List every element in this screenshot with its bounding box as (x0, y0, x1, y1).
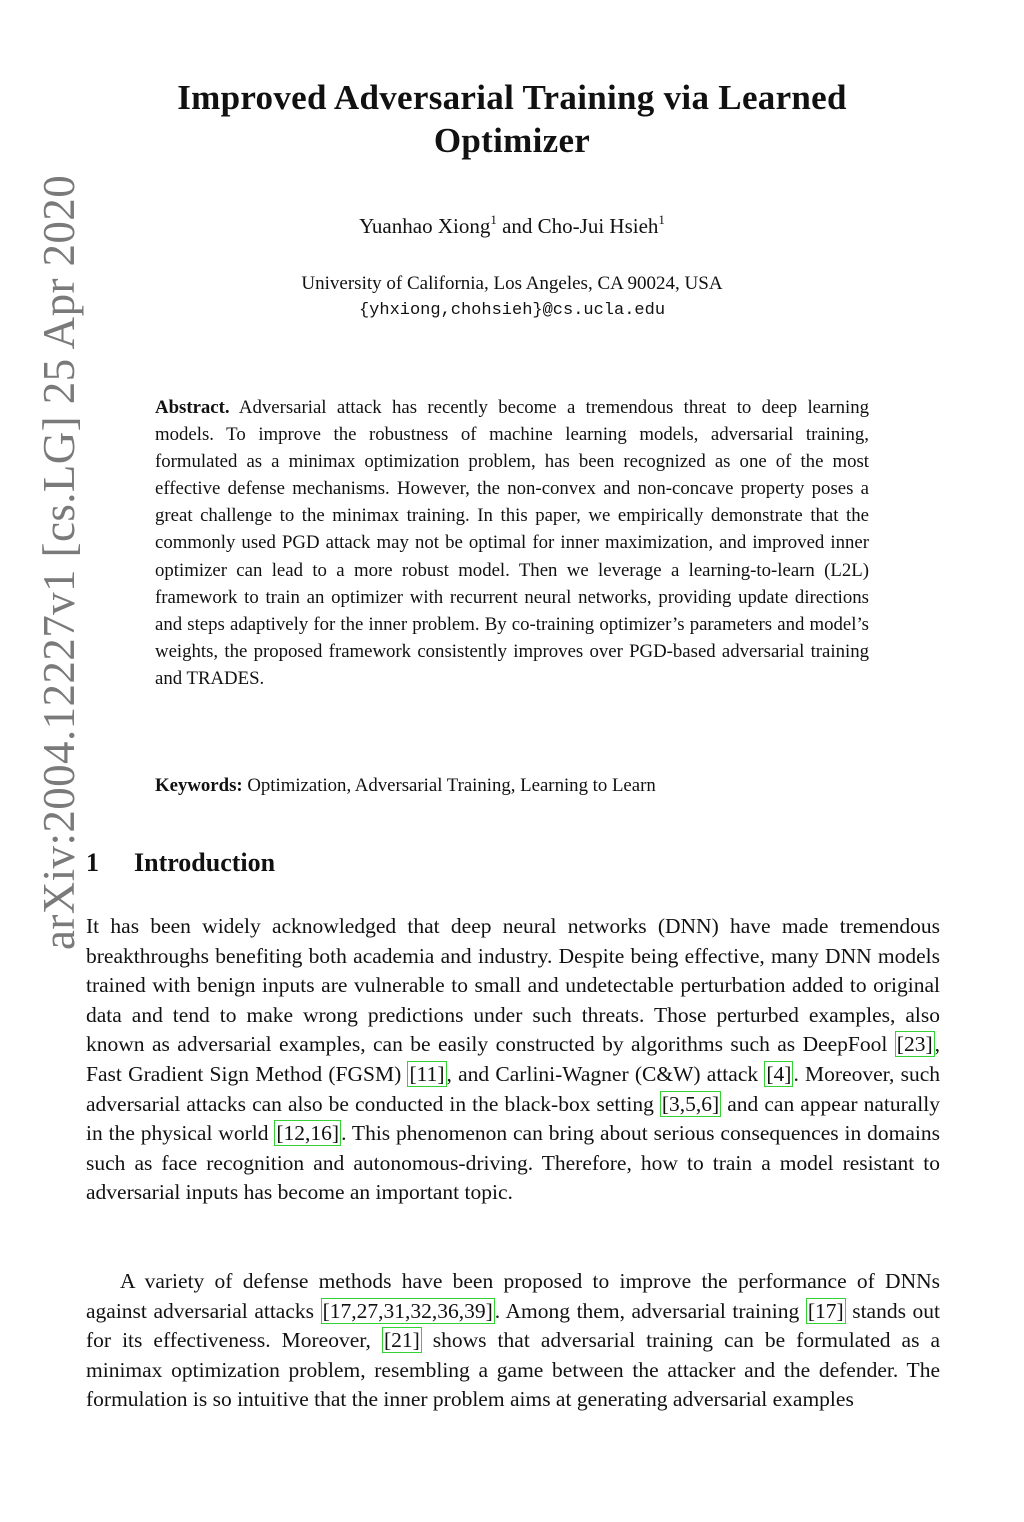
title-line-1: Improved Adversarial Training via Learned (177, 78, 847, 117)
citation-link[interactable]: [4] (766, 1061, 792, 1086)
abstract-text: Adversarial attack has recently become a tremendous threat to deep learning models. To improve the robustness of machine learning models, adversarial training, formulated as a minimax optimization problem, has been recognized as one of the most effective defense mechanisms. However, the non-convex and non-concave property poses a great challenge to the minimax training. In this paper, we empirically demonstrate that the commonly used PGD attack may not be optimal for inner maximization, and improved inner optimizer can lead to a more robust model. Then we leverage a learning-to-learn (L2L) framework to train an optimizer with recurrent neural networks, providing update directions and steps adaptively for the inner problem. By co-training optimizer’s parameters and model’s weights, the proposed framework consistently improves over PGD-based adversarial training and TRADES. (155, 397, 869, 689)
affiliation-marker: 1 (658, 212, 665, 227)
paragraph-text: . Moreover, such adversarial attacks can also be conducted in the black-box setting (86, 1061, 941, 1116)
keywords (155, 772, 869, 799)
citation-link[interactable]: [17,27,31,32,36,39] (322, 1298, 493, 1323)
paragraph-text: shows that adversarial training can be formulated as a minimax optimization problem, resembling a game between the attacker and the defender. The formulation is so intuitive that the inner problem aims at generating adversarial examples (86, 1328, 940, 1412)
section-number: 1 (86, 848, 99, 877)
keywords-label: Keywords: (155, 775, 243, 796)
paragraph-text: and can appear naturally in the physical world (86, 1091, 940, 1146)
abstract (155, 394, 869, 692)
paragraph-text: , Fast Gradient Sign Method (FGSM) (86, 1032, 940, 1086)
paper-title (110, 76, 914, 162)
affiliation-block (110, 270, 914, 324)
author-name: Yuanhao Xiong (359, 214, 491, 238)
affiliation-marker: 1 (490, 212, 497, 227)
author-name: Cho-Jui Hsieh (537, 214, 659, 238)
citation-link[interactable]: [23] (896, 1032, 933, 1057)
citation-link[interactable]: [3,5,6] (661, 1091, 720, 1116)
citation-link[interactable]: [12,16] (276, 1121, 340, 1146)
paragraph-text: stands out for its effectiveness. Moreover, (86, 1298, 940, 1353)
citation-link[interactable]: [11] (409, 1061, 445, 1086)
paragraph-text: , and Carlini-Wagner (C&W) attack (446, 1061, 765, 1086)
authors-conjunction: and (502, 214, 533, 238)
paragraph-text: A variety of defense methods have been proposed to improve the performance of DNNs against adversarial attacks (86, 1269, 940, 1323)
affiliation: University of California, Los Angeles, CA 90024, USA (301, 273, 723, 294)
section-title: Introduction (134, 848, 276, 877)
title-line-2: Optimizer (433, 121, 591, 160)
intro-paragraph-1 (86, 912, 940, 1208)
paragraph-text: . Among them, adversarial training (494, 1298, 806, 1323)
intro-paragraph-2 (86, 1267, 940, 1415)
section-heading (86, 848, 275, 878)
paragraph-text: . This phenomenon can bring about serious consequences in domains such as face recognition and autonomous-driving. Therefore, how to train a model resistant to adversarial inputs has become an important topic. (86, 1121, 940, 1205)
citation-link[interactable]: [21] (383, 1328, 420, 1353)
author-list (110, 214, 914, 239)
keywords-text: Optimization, Adversarial Training, Learning to Learn (247, 775, 656, 796)
paragraph-text: It has been widely acknowledged that deep neural networks (DNN) have made tremendous breakthroughs benefiting both academia and industry. Despite being effective, many DNN models trained with benign inputs are vulnerable to small and undetectable perturbation added to original data and tend to make wrong predictions under such threats. Those perturbed examples, also known as adversarial examples, can be easily constructed by algorithms such as DeepFool (86, 914, 940, 1057)
author-email: {yhxiong,chohsieh}@cs.ucla.edu (358, 301, 666, 320)
abstract-label: Abstract. (155, 397, 230, 418)
citation-link[interactable]: [17] (807, 1298, 844, 1323)
arxiv-sidebar-stamp: arXiv:2004.12227v1 [cs.LG] 25 Apr 2020 (34, 174, 84, 950)
